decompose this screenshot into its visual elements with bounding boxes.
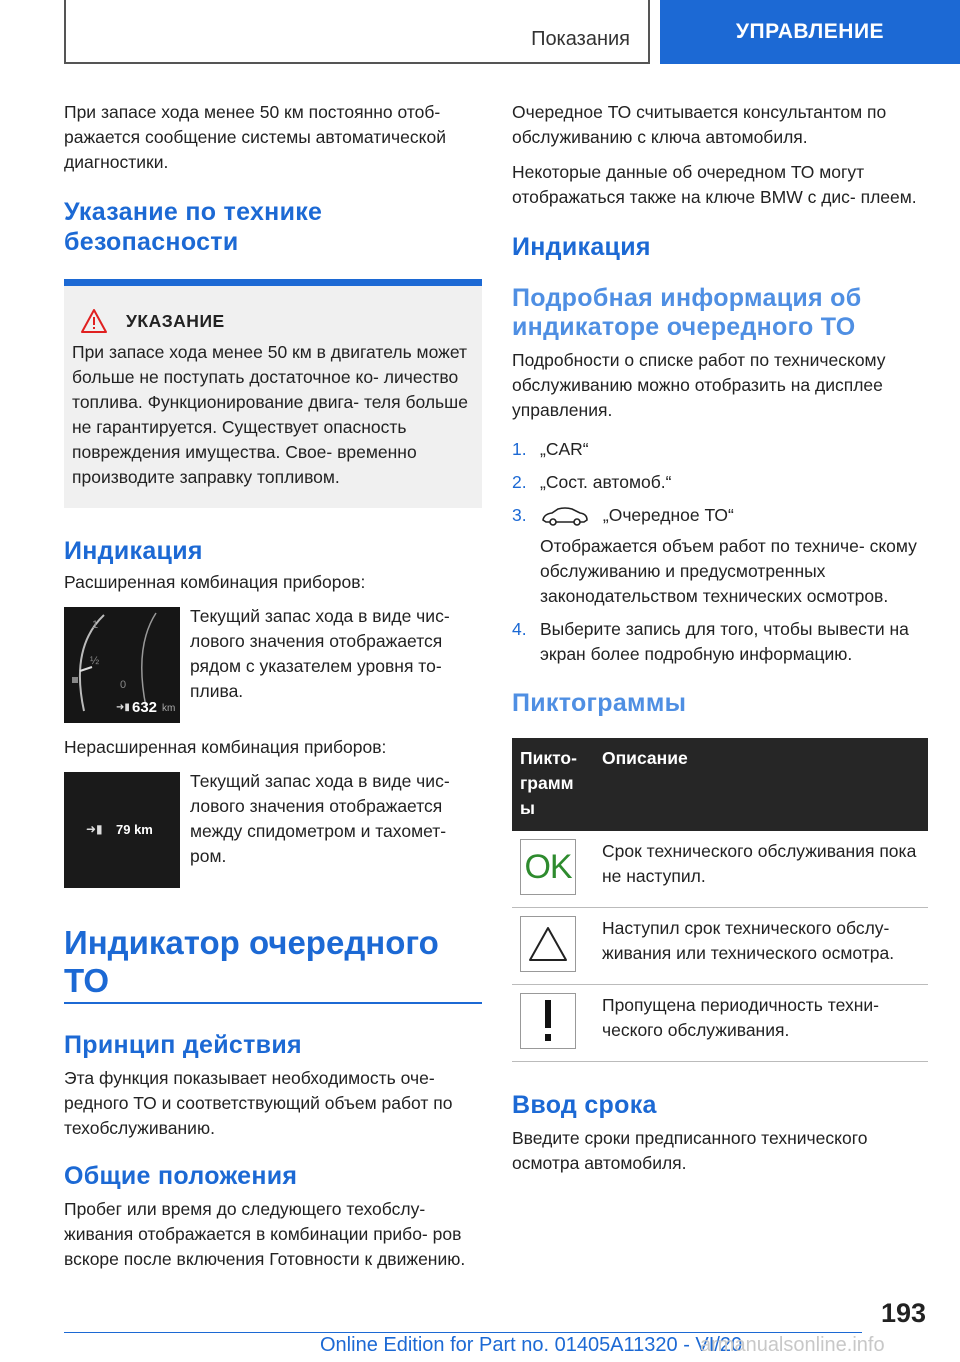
safety-heading: Указание по технике безопасности	[64, 198, 323, 256]
table-row	[512, 908, 928, 985]
warning-triangle-icon	[520, 916, 576, 972]
list-item	[512, 437, 930, 462]
exclamation-icon	[520, 993, 576, 1049]
warning-text: При запасе хода менее 50 км в двигатель может больше не поступать достаточное ко‐ личество топлива. Функционирование двига‐ теля больше не гарантируется. Существует опасность повреждения имущества. Свое‐ временно производите заправку топливом.	[72, 342, 468, 487]
fuel-pump-icon: ➜▮	[116, 702, 130, 713]
table-header-row	[512, 738, 928, 831]
warning-triangle-icon	[80, 308, 108, 334]
table-row	[512, 985, 928, 1062]
step-text: „Очередное ТО“	[602, 505, 734, 525]
warning-header	[72, 308, 474, 334]
basic-cluster-text: Текущий запас хода в виде чис‐ лового значения отображается между спидометром и тахомет‐ ром.	[190, 771, 450, 866]
date-heading: Ввод срока	[512, 1091, 657, 1119]
list-item	[512, 617, 930, 667]
ok-icon: OK	[520, 839, 576, 895]
display-heading-left: Индикация	[64, 537, 203, 565]
range-value: 632	[132, 699, 158, 716]
general-text: Пробег или время до следующего техобслу‐ живания отображается в комбинации прибо‐ ров вскоре после включения Готовности к движению.	[64, 1199, 466, 1269]
header-section-title: Показания	[531, 28, 630, 50]
right-paragraph-1: Очередное ТО считывается консультантом по обслуживанию с ключа автомобиля.	[512, 102, 887, 147]
detail-text: Подробности о списке работ по техническому обслуживанию можно отобразить на дисплее управления.	[512, 350, 886, 420]
header-box	[64, 0, 650, 64]
step-subtext: Отображается объем работ по техниче‐ скому обслуживанию и предусмотренных законодательством технических осмотров.	[540, 536, 917, 606]
principle-text: Эта функция показывает необходимость оче‐ редного ТО и соответствующий объем работ по техобслуживанию.	[64, 1068, 453, 1138]
extended-cluster-row	[64, 607, 482, 723]
watermark: armanualsonline.info	[700, 1334, 885, 1356]
footer-edition: Online Edition for Part no. 01405A11320 - VI/20	[320, 1334, 743, 1356]
right-paragraph-2: Некоторые данные об очередном ТО могут отображаться также на ключе BMW с дис‐ плеем.	[512, 162, 917, 207]
extended-cluster-label: Расширенная комбинация приборов:	[64, 572, 366, 592]
table-header-description: Описание	[594, 738, 928, 831]
header-chapter-tab: УПРАВЛЕНИЕ	[660, 0, 960, 64]
extended-cluster-image	[64, 607, 180, 723]
gauge-mark-1: 1	[92, 619, 99, 631]
main-heading-block	[64, 924, 482, 1004]
pictograms-table	[512, 738, 928, 1062]
principle-heading: Принцип действия	[64, 1031, 302, 1059]
table-cell-description: Срок технического обслуживания пока не наступил.	[594, 831, 928, 908]
gauge-mark-half: ½	[90, 655, 100, 667]
page-number: 193	[880, 1298, 926, 1328]
table-cell-description: Наступил срок технического обслу‐ живания или технического осмотра.	[594, 908, 928, 985]
date-text: Введите сроки предписанного технического осмотра автомобиля.	[512, 1128, 868, 1173]
display-heading-right: Индикация	[512, 233, 651, 261]
range-unit: km	[162, 703, 176, 714]
step-text: Выберите запись для того, чтобы вывести на экран более подробную информацию.	[540, 619, 909, 664]
detail-heading: Подробная информация об индикаторе очередного ТО	[512, 284, 862, 341]
step-number: 4.	[512, 619, 527, 639]
step-number: 2.	[512, 472, 527, 492]
table-cell-description: Пропущена периодичность техни‐ ческого обслуживания.	[594, 985, 928, 1062]
list-item	[512, 503, 930, 609]
basic-cluster-row	[64, 772, 482, 888]
table-header-pictogram: Пикто‐ грамм ы	[512, 738, 594, 831]
table-row	[512, 831, 928, 908]
left-column	[64, 100, 482, 1282]
footer-rule	[64, 1332, 862, 1333]
step-number: 3.	[512, 505, 527, 525]
steps-list	[512, 437, 930, 667]
basic-cluster-image	[64, 772, 180, 888]
warning-box	[64, 279, 482, 508]
main-heading: Индикатор очередного ТО	[64, 924, 439, 999]
warning-title: УКАЗАНИЕ	[126, 310, 225, 331]
step-number: 1.	[512, 439, 527, 459]
step-text: „Сост. автомоб.“	[540, 472, 672, 492]
pictograms-heading: Пиктограммы	[512, 689, 687, 717]
car-service-icon	[540, 505, 590, 527]
basic-range-value: 79 km	[116, 822, 153, 837]
intro-paragraph: При запасе хода менее 50 км постоянно отоб‐ ражается сообщение системы автоматической диагностики.	[64, 102, 446, 172]
basic-cluster-label: Нерасширенная комбинация приборов:	[64, 737, 387, 757]
general-heading: Общие положения	[64, 1162, 298, 1190]
gauge-mark-0: 0	[120, 679, 127, 691]
right-column	[512, 100, 930, 1186]
extended-cluster-text: Текущий запас хода в виде чис‐ лового значения отображается рядом с указателем уровня то‐ плива.	[190, 606, 450, 701]
list-item	[512, 470, 930, 495]
step-text: „CAR“	[540, 439, 589, 459]
fuel-pump-icon: ➜▮	[86, 822, 103, 836]
